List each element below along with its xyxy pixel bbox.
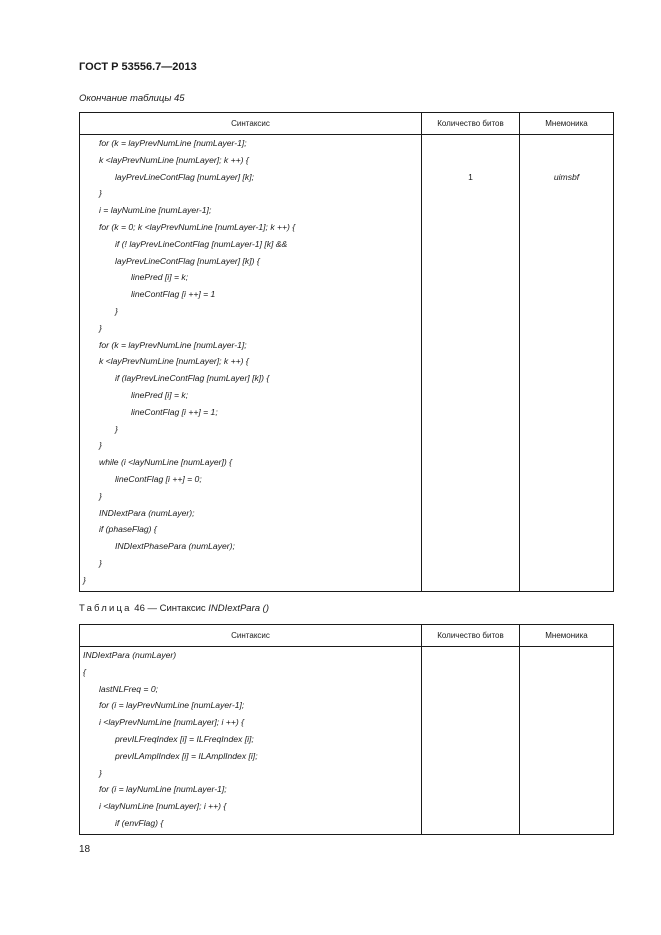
- code-line: lineContFlag [i ++] = 1: [131, 289, 216, 300]
- code-line: if (envFlag) {: [115, 817, 164, 828]
- header-bits: Количество битов: [422, 625, 520, 647]
- code-line: if (! layPrevLineContFlag [numLayer-1] [k] &&: [115, 238, 288, 249]
- code-line: i <layPrevNumLine [numLayer]; i ++) {: [99, 717, 244, 728]
- syntax-code: [80, 647, 421, 832]
- code-line: }: [99, 490, 102, 501]
- bits-value: 1: [468, 171, 473, 182]
- code-line: if (phaseFlag) {: [99, 524, 157, 535]
- syntax-cell: [80, 135, 422, 592]
- code-line: }: [83, 574, 86, 585]
- table46-caption-rest: 46 — Синтаксис: [131, 603, 209, 614]
- table45-caption: Окончание таблицы 45: [79, 93, 185, 104]
- mnemonic-values: [520, 169, 613, 186]
- code-line: INDIextPara (numLayer): [83, 650, 177, 660]
- code-line: }: [115, 305, 118, 316]
- code-line: }: [99, 767, 102, 778]
- code-line: prevILAmplIndex [i] = ILAmplIndex [i];: [115, 750, 258, 761]
- code-line: i = layNumLine [numLayer-1];: [99, 205, 212, 216]
- bits-cell: [422, 647, 520, 835]
- code-line: }: [99, 322, 102, 333]
- code-line: for (k = layPrevNumLine [numLayer-1];: [99, 339, 247, 350]
- table46: [79, 624, 614, 835]
- code-line: for (k = layPrevNumLine [numLayer-1];: [99, 138, 247, 148]
- syntax-code: [80, 135, 421, 589]
- code-line: for (i = layPrevNumLine [numLayer-1];: [99, 700, 245, 711]
- header-bits: Количество битов: [422, 113, 520, 135]
- header-mnemonic: Мнемоника: [520, 625, 614, 647]
- header-mnemonic: Мнемоника: [520, 113, 614, 135]
- code-line: }: [99, 440, 102, 451]
- code-line: }: [99, 557, 102, 568]
- code-line: linePred [i] = k;: [131, 272, 189, 283]
- code-line: k <layPrevNumLine [numLayer]; k ++) {: [99, 356, 249, 367]
- code-line: i <layNumLine [numLayer]; i ++) {: [99, 801, 227, 812]
- document-title: ГОСТ Р 53556.7—2013: [79, 61, 197, 73]
- code-line: }: [115, 423, 118, 434]
- code-line: while (i <layNumLine [numLayer]) {: [99, 457, 233, 468]
- code-line: INDIextPhasePara (numLayer);: [115, 541, 235, 552]
- code-line: layPrevLineContFlag [numLayer] [k]) {: [115, 255, 260, 266]
- code-line: }: [99, 188, 102, 199]
- code-line: for (i = layNumLine [numLayer-1];: [99, 784, 227, 795]
- table46-caption-prefix: Таблица: [79, 603, 132, 614]
- syntax-cell: [80, 647, 422, 835]
- code-line: lineContFlag [i ++] = 0;: [115, 473, 202, 484]
- mnemonic-cell: [520, 647, 614, 835]
- mnemonic-cell: [520, 135, 614, 592]
- code-line: lineContFlag [i ++] = 1;: [131, 406, 218, 417]
- code-line: if (layPrevLineContFlag [numLayer] [k]) {: [115, 373, 270, 384]
- code-line: linePred [i] = k;: [131, 389, 189, 400]
- mnemonic-value: uimsbf: [553, 171, 580, 182]
- header-syntax: Синтаксис: [80, 625, 422, 647]
- code-line: for (k = 0; k <layPrevNumLine [numLayer-1]; k ++) {: [99, 221, 296, 232]
- code-line: k <layPrevNumLine [numLayer]; k ++) {: [99, 154, 249, 165]
- code-line: prevILFreqIndex [i] = ILFreqIndex [i];: [115, 733, 254, 744]
- table45: [79, 112, 614, 592]
- bits-cell: [422, 135, 520, 592]
- table46-caption: [79, 603, 269, 614]
- code-line: lastNLFreq = 0;: [99, 683, 158, 694]
- header-syntax: Синтаксис: [80, 113, 422, 135]
- code-line: INDIextPara (numLayer);: [99, 507, 195, 518]
- code-line: {: [83, 666, 86, 677]
- code-line: layPrevLineContFlag [numLayer] [k];: [115, 171, 254, 182]
- page-number: 18: [79, 844, 91, 855]
- bits-values: [422, 169, 519, 186]
- table46-caption-func: INDIextPara (): [208, 603, 270, 614]
